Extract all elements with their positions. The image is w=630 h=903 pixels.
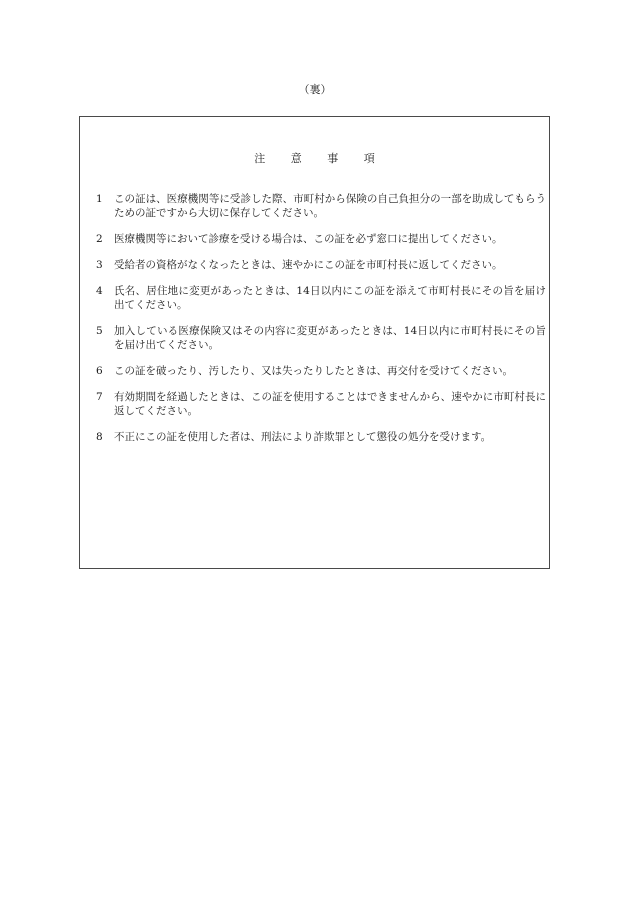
item-text: 不正にこの証を使用した者は、刑法により詐欺罪として懲役の処分を受けます。: [114, 431, 492, 443]
item-number: 2: [96, 233, 103, 245]
notice-title: 注 意 事 項: [254, 152, 375, 165]
notice-box: [79, 116, 550, 569]
item-text: 受給者の資格がなくなったときは、速やかにこの証を市町村長に返してください。: [114, 259, 503, 271]
item-text: この証を破ったり、汚したり、又は失ったりしたときは、再交付を受けてください。: [114, 365, 513, 377]
item-number: 7: [96, 391, 103, 403]
notice-item-4: [96, 284, 546, 312]
notice-item-7: [96, 390, 546, 418]
item-number: 3: [96, 259, 103, 271]
item-number: 4: [96, 285, 103, 297]
item-text: 氏名、居住地に変更があったときは、14日以内にこの証を添えて市町村長にその旨を届け出てください。: [114, 285, 546, 311]
item-text: 医療機関等において診療を受ける場合は、この証を必ず窓口に提出してください。: [114, 233, 503, 245]
page-side-label: （裏）: [298, 83, 332, 96]
item-number: 6: [96, 365, 103, 377]
notice-item-5: [96, 324, 546, 352]
item-text: この証は、医療機関等に受診した際、市町村から保険の自己負担分の一部を助成してもらうための証ですから大切に保存してください。: [114, 193, 546, 219]
item-text: 加入している医療保険又はその内容に変更があったときは、14日以内に市町村長にその旨を届け出てください。: [114, 325, 546, 351]
notice-item-2: [96, 232, 546, 246]
notice-item-8: [96, 430, 546, 444]
item-number: 8: [96, 431, 103, 443]
notice-item-1: [96, 192, 546, 220]
item-number: 1: [96, 193, 103, 205]
notice-list: [96, 192, 546, 456]
notice-item-3: [96, 258, 546, 272]
item-text: 有効期間を経過したときは、この証を使用することはできませんから、速やかに市町村長に返してください。: [114, 391, 546, 417]
item-number: 5: [96, 325, 103, 337]
notice-item-6: [96, 364, 546, 378]
